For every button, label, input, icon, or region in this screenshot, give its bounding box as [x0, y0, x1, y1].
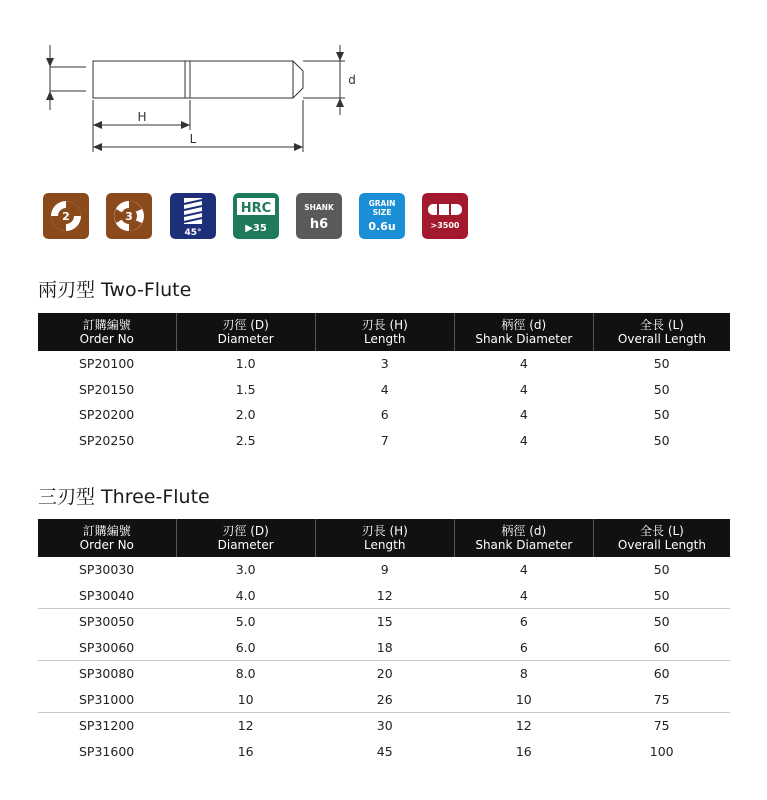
header-shank-diameter: 柄徑 (d) Shank Diameter: [454, 313, 593, 351]
table-row: [38, 687, 730, 713]
cell-diameter: 2.0: [235, 407, 256, 423]
header-overall-length: 全長 (L) Overall Length: [593, 519, 730, 557]
three-flute-table: [38, 519, 730, 764]
cell-order-no: SP30030: [79, 562, 135, 578]
table-row: [38, 609, 730, 635]
table-row: [38, 428, 730, 454]
header-length: 刃長 (H) Length: [315, 519, 454, 557]
cell-diameter: 3.0: [235, 562, 256, 578]
cell-diameter: 5.0: [176, 609, 315, 635]
cell-overall-length: 50: [653, 381, 670, 397]
cell-order-no: SP31000: [79, 691, 135, 707]
label-l: L: [189, 132, 197, 146]
cell-shank-diameter: 4: [519, 587, 528, 603]
grain-size-value: 0.6u: [368, 220, 396, 233]
table-row: [38, 377, 730, 403]
table-header-row: [38, 313, 730, 351]
cell-diameter: 2.5: [235, 432, 256, 448]
cell-length: 45: [376, 743, 393, 759]
cell-length: 18: [376, 639, 393, 655]
label-d: d: [348, 73, 356, 87]
cell-length: 20: [315, 661, 454, 687]
header-order-no: 訂購編號 Order No: [38, 519, 176, 557]
cell-length: 9: [380, 562, 389, 578]
cell-shank-diameter: 4: [519, 562, 528, 578]
coating-value: >3500: [430, 221, 460, 230]
cell-overall-length: 75: [653, 691, 670, 707]
cell-order-no: SP30050: [38, 609, 176, 635]
label-h: H: [137, 110, 147, 124]
table-row: [38, 402, 730, 428]
cell-overall-length: 60: [653, 639, 670, 655]
two-flute-icon: [43, 193, 89, 239]
cell-diameter: 12: [176, 713, 315, 739]
cell-shank-diameter: 12: [454, 713, 593, 739]
cell-shank-diameter: 8: [454, 661, 593, 687]
cell-length: 6: [380, 407, 389, 423]
size-label: SIZE: [372, 208, 392, 217]
cell-overall-length: 50: [653, 407, 670, 423]
three-flute-title: 三刃型 Three-Flute: [38, 486, 210, 508]
table-row: [38, 739, 730, 765]
cell-order-no: SP20250: [79, 432, 135, 448]
cell-overall-length: 75: [593, 713, 730, 739]
cell-order-no: SP30060: [79, 639, 135, 655]
cell-diameter: 6.0: [235, 639, 256, 655]
two-flute-title: 兩刃型 Two-Flute: [38, 279, 192, 301]
cell-diameter: 4.0: [235, 587, 256, 603]
table-header-row: [38, 519, 730, 557]
cell-diameter: 10: [237, 691, 254, 707]
header-length: 刃長 (H) Length: [315, 313, 454, 351]
cell-order-no: SP30080: [38, 661, 176, 687]
coating-icon: [422, 193, 468, 239]
two-flute-table: [38, 313, 730, 453]
cell-diameter: 16: [237, 743, 254, 759]
cell-order-no: SP20150: [79, 381, 135, 397]
cell-overall-length: 60: [593, 661, 730, 687]
shank-icon: [296, 193, 342, 239]
cell-overall-length: 50: [593, 609, 730, 635]
table-row: [38, 635, 730, 661]
helix-angle-icon: [170, 193, 216, 239]
cell-shank-diameter: 6: [454, 609, 593, 635]
cell-shank-diameter: 4: [519, 381, 528, 397]
helix-angle-label: 45°: [184, 228, 202, 238]
cell-shank-diameter: 6: [519, 639, 528, 655]
cell-length: 30: [315, 713, 454, 739]
header-diameter: 刃徑 (D) Diameter: [176, 519, 315, 557]
three-flute-icon: [106, 193, 152, 239]
cell-shank-diameter: 4: [519, 432, 528, 448]
hrc-label: HRC: [240, 201, 272, 216]
cell-shank-diameter: 4: [519, 407, 528, 423]
cell-shank-diameter: 10: [515, 691, 532, 707]
cell-order-no: SP31600: [79, 743, 135, 759]
cell-order-no: SP31200: [38, 713, 176, 739]
cell-overall-length: 50: [653, 587, 670, 603]
cell-overall-length: 100: [649, 743, 674, 759]
table-row: [38, 351, 730, 377]
cell-shank-diameter: 16: [515, 743, 532, 759]
cell-order-no: SP20200: [79, 407, 135, 423]
header-diameter: 刃徑 (D) Diameter: [176, 313, 315, 351]
header-shank-diameter: 柄徑 (d) Shank Diameter: [454, 519, 593, 557]
cell-order-no: SP30040: [79, 587, 135, 603]
cell-length: 12: [376, 587, 393, 603]
cell-order-no: SP20100: [79, 356, 135, 372]
header-overall-length: 全長 (L) Overall Length: [593, 313, 730, 351]
cell-length: 3: [380, 356, 389, 372]
shank-value: h6: [309, 217, 329, 232]
cell-length: 15: [315, 609, 454, 635]
table-row: [38, 583, 730, 609]
cell-overall-length: 50: [653, 356, 670, 372]
table-row: [38, 661, 730, 687]
cell-overall-length: 50: [653, 562, 670, 578]
header-order-no: 訂購編號 Order No: [38, 313, 176, 351]
three-flute-label: 3: [125, 210, 133, 223]
shank-label: SHANK: [304, 203, 334, 212]
cell-shank-diameter: 4: [519, 356, 528, 372]
hrc-value: ▶35: [245, 223, 267, 234]
grain-label: GRAIN: [368, 199, 396, 208]
cell-length: 4: [380, 381, 389, 397]
table-row: [38, 557, 730, 583]
grain-size-icon: [359, 193, 405, 239]
cell-length: 7: [380, 432, 389, 448]
table-row: [38, 713, 730, 739]
cell-overall-length: 50: [653, 432, 670, 448]
two-flute-label: 2: [62, 210, 70, 223]
cell-length: 26: [376, 691, 393, 707]
hrc-icon: [233, 193, 279, 239]
cell-diameter: 8.0: [176, 661, 315, 687]
tool-dimension-diagram: [0, 0, 767, 170]
cell-diameter: 1.5: [235, 381, 256, 397]
cell-diameter: 1.0: [235, 356, 256, 372]
